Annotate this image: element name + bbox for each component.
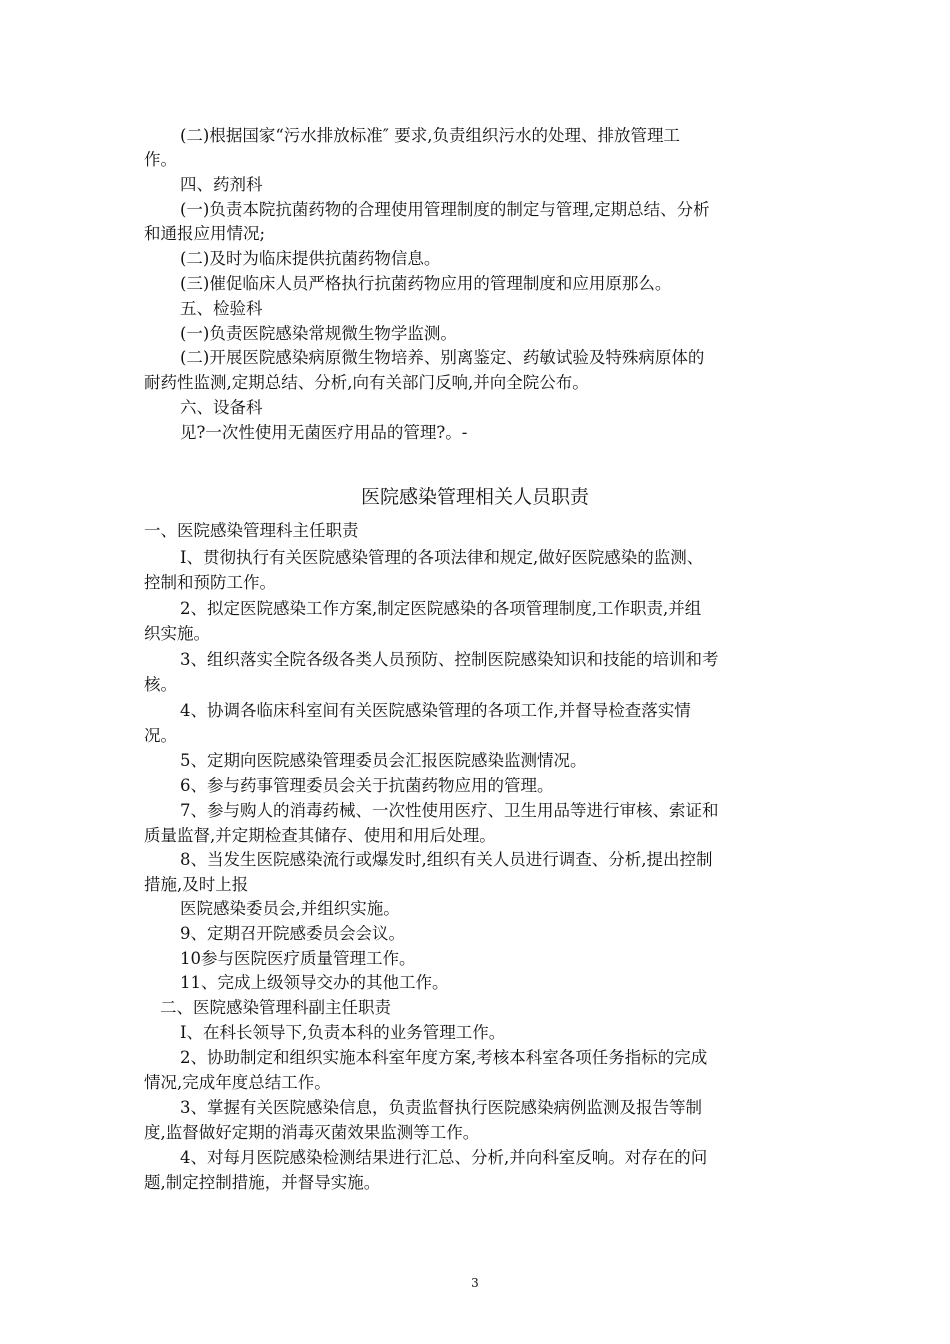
paragraph-line: (二)根据国家“污水排放标准″ 要求,负责组织污水的处理、排放管理工 xyxy=(180,126,680,145)
paragraph-line: 作。 xyxy=(144,150,177,169)
paragraph-line: 3、组织落实全院各级各类人员预防、控制医院感染知识和技能的培训和考 xyxy=(180,650,719,669)
paragraph-line: 题,制定控制措施，并督导实施。 xyxy=(144,1173,381,1192)
paragraph-line: 10参与医院医疗质量管理工作。 xyxy=(180,949,416,968)
paragraph-line: 见?一次性使用无菌医疗用品的管理?。- xyxy=(180,423,468,442)
paragraph-line: 2、协助制定和组织实施本科室年度方案,考核本科室各项任务指标的完成 xyxy=(180,1048,708,1067)
section-heading: 五、检验科 xyxy=(180,299,263,318)
paragraph-line: 况。 xyxy=(144,726,177,745)
paragraph-line: I、在科长领导下,负责本科的业务管理工作。 xyxy=(180,1023,506,1042)
paragraph-line: (一)负责本院抗菌药物的合理使用管理制度的制定与管理,定期总结、分析 xyxy=(180,200,710,219)
section-heading: 一、医院感染管理科主任职责 xyxy=(144,521,359,540)
page-title: 医院感染管理相关人员职责 xyxy=(360,486,589,508)
paragraph-line: 和通报应用情况; xyxy=(144,224,266,243)
paragraph-line: 质量监督,并定期检查其储存、使用和用后处理。 xyxy=(144,826,496,845)
section-heading: 二、医院感染管理科副主任职责 xyxy=(160,998,391,1017)
paragraph-line: (三)催促临床人员严格执行抗菌药物应用的管理制度和应用原那么。 xyxy=(180,274,672,293)
paragraph-line: 3、掌握有关医院感染信息，负责监督执行医院感染病例监测及报告等制 xyxy=(180,1098,702,1117)
paragraph-line: 6、参与药事管理委员会关于抗菌药物应用的管理。 xyxy=(180,776,554,795)
paragraph-line: (一)负责医院感染常规微生物学监测。 xyxy=(180,324,457,343)
paragraph-line: 医院感染委员会,并组织实施。 xyxy=(180,899,400,918)
paragraph-line: 5、定期向医院感染管理委员会汇报医院感染监测情况。 xyxy=(180,751,587,770)
paragraph-line: I、贯彻执行有关医院感染管理的各项法律和规定,做好医院感染的监测、 xyxy=(180,548,704,567)
paragraph-line: 度,监督做好定期的消毒灭菌效果监测等工作。 xyxy=(144,1123,480,1142)
section-heading: 四、药剂科 xyxy=(180,175,263,194)
paragraph-line: (二)及时为临床提供抗菌药物信息。 xyxy=(180,249,441,268)
page-number: 3 xyxy=(471,1276,479,1290)
paragraph-line: 4、对每月医院感染检测结果进行汇总、分析,并向科室反响。对存在的问 xyxy=(180,1148,708,1167)
paragraph-line: 控制和预防工作。 xyxy=(144,573,276,592)
paragraph-line: 织实施。 xyxy=(144,624,210,643)
paragraph-line: 7、参与购人的消毒药械、一次性使用医疗、卫生用品等进行审核、索证和 xyxy=(180,801,719,820)
paragraph-line: 措施,及时上报 xyxy=(144,875,249,894)
paragraph-line: 11、完成上级领导交办的其他工作。 xyxy=(180,973,449,992)
paragraph-line: 2、拟定医院感染工作方案,制定医院感染的各项管理制度,工作职责,并组 xyxy=(180,599,702,618)
paragraph-line: 情况,完成年度总结工作。 xyxy=(144,1073,331,1092)
paragraph-line: (二)开展医院感染病原微生物培养、别离鉴定、药敏试验及特殊病原体的 xyxy=(180,348,705,367)
paragraph-line: 4、协调各临床科室间有关医院感染管理的各项工作,并督导检查落实情 xyxy=(180,701,691,720)
paragraph-line: 8、当发生医院感染流行或爆发时,组织有关人员进行调查、分析,提出控制 xyxy=(180,850,713,869)
paragraph-line: 核。 xyxy=(144,675,177,694)
paragraph-line: 9、定期召开院感委员会会议。 xyxy=(180,924,405,943)
paragraph-line: 耐药性监测,定期总结、分析,向有关部门反响,并向全院公布。 xyxy=(144,373,589,392)
section-heading: 六、设备科 xyxy=(180,398,263,417)
